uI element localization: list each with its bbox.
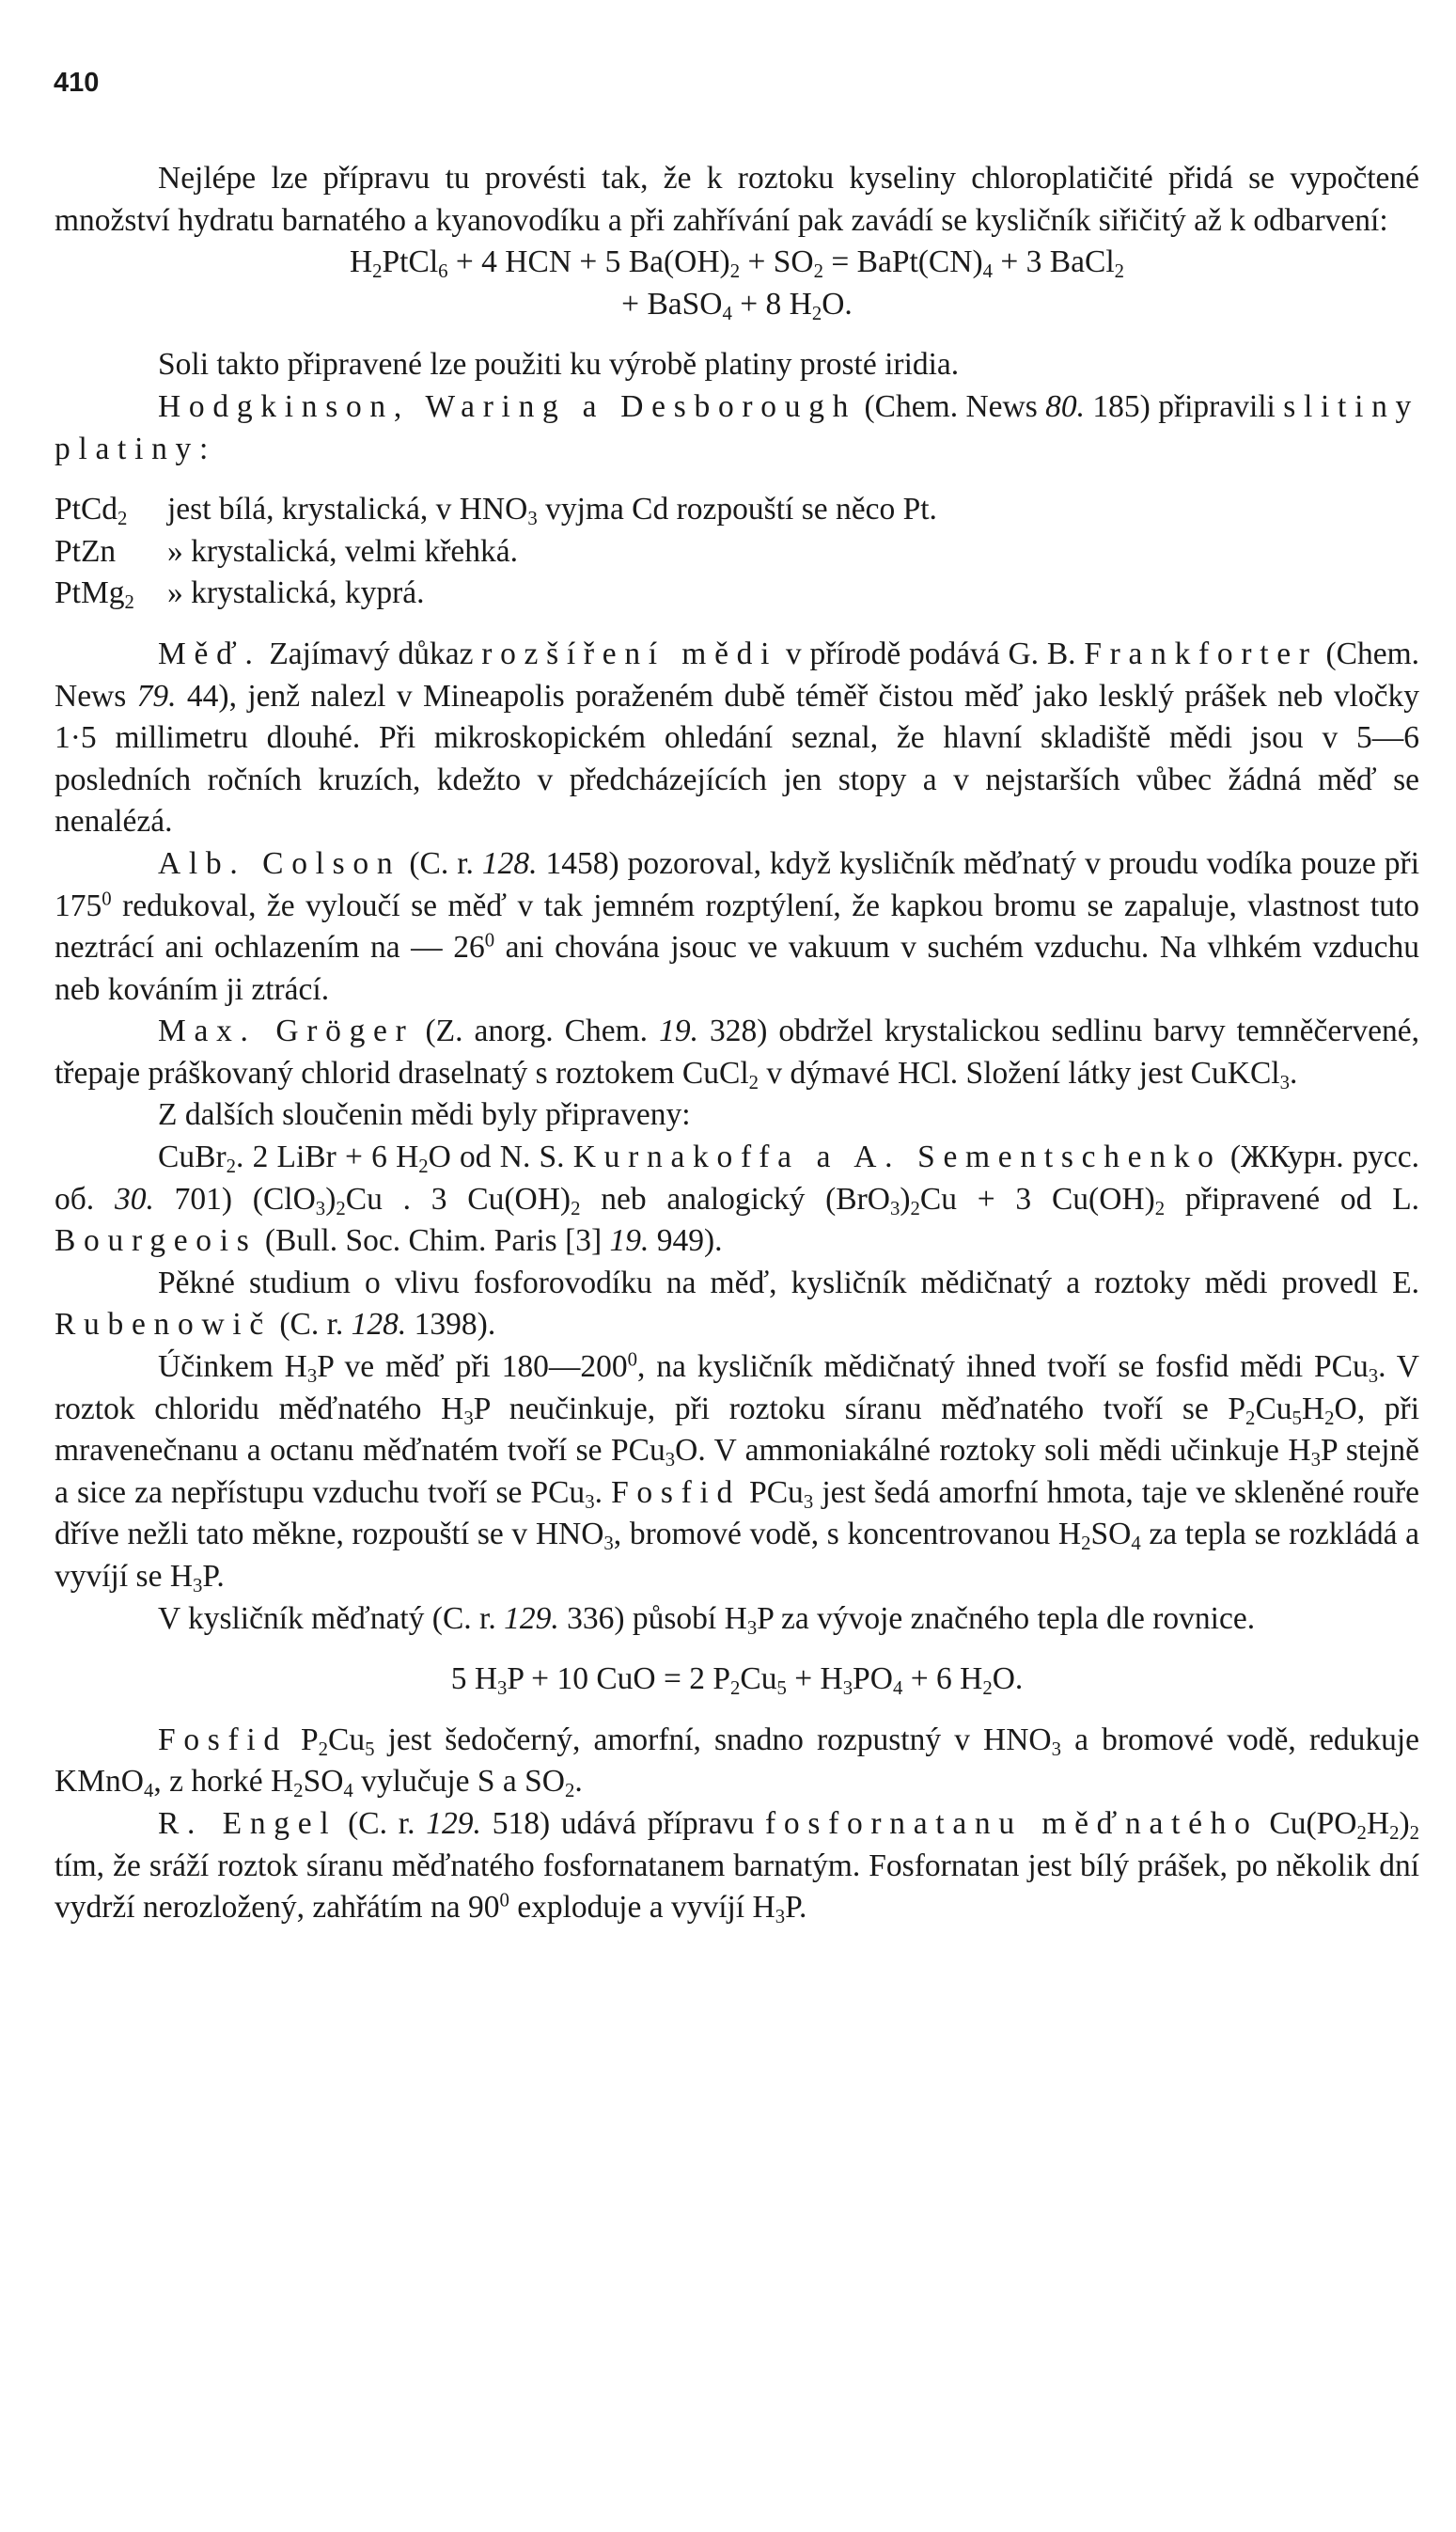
body-text — [55, 158, 1419, 1929]
paragraph: Měď. Zajímavý důkaz rozšíření mědi v přírodě podává G. B. Frankforter (Chem. News 79. 44), jenž nalezl v Mineapolis poraženém dubě téměř čistou měď jako lesklý prášek neb vločky 1·5 millimetru dlouhé. Při mikroskopickém ohledání seznal, že hlavní skladiště mědi jsou v 5—6 posledních ročních kruzích, kdežto v předcházejících jen stopy a v nejstarších vůbec žádná měď se nenalézá. — [55, 636, 1420, 840]
equation: $H_2PtCl_6 + 4$ HCN + 5 $Ba(OH)_2 + SO_2$ = $BaPt(CN)_4 + 3$ BaCl$_2$ + BaSO$_4$ + 8 $H_2O$. — [349, 244, 1125, 324]
alloy-description: jest bílá, krystalická, v $HNO_3$ vyjma Cd rozpouští se něco Pt. — [167, 492, 937, 529]
paragraph: CuBr$_2$. 2 LiBr + 6 $H_2O$ od N. S. Kurnakoffa a A. Sementschenko (ЖКурн. русс. об. 30. 701) $(ClO_3)_2Cu$ . 3 $Cu(OH)_2$ neb analogický $(BrO_3)_2Cu + 3$ $Cu(OH)_2$ připravené od L. Bourgeois (Bull. Soc. Chim. Paris [3] 19. 949). — [55, 1140, 1420, 1259]
equation: 5 $H_3P + 10$ CuO = 2 $P_2Cu_5 + H_3PO_4 + 6$ $H_2O$. — [450, 1661, 1024, 1699]
alloy-formula: PtZn — [55, 533, 117, 569]
paragraph: Soli takto připravené lze použiti ku výrobě platiny prosté iridia. — [158, 347, 960, 383]
paragraph: R. Engel (C. r. 129. 518) udává přípravu fosfornatanu měďnatého $Cu(PO_2H_2)_2$ tím, že sráží roztok síranu měďnatého fosfornatanem barnatým. Fosfornatan jest bílý prášek, po několik dní vydrží nerozložený, zahřátím na $90^0$ exploduje a vyvíjí $H_3P$. — [55, 1805, 1419, 1927]
alloy-formula: PtMg$_2$ — [55, 575, 134, 614]
page-number: 410 — [54, 68, 100, 98]
alloy-list — [55, 489, 1419, 615]
paragraph: Nejlépe lze přípravu tu provésti tak, že k roztoku kyseliny chloroplatičité přidá se vypočtené množství hydratu barnatého a kyanovodíku a při zahřívání pak zavádí se kysličník siřičitý až k odbarvení: — [55, 161, 1419, 238]
alloy-description: » krystalická, velmi křehká. — [167, 533, 519, 569]
paragraph: Hodgkinson, Waring a Desborough (Chem. News 80. 185) připravili slitiny platiny: — [55, 388, 1420, 466]
paragraph: Pěkné studium o vlivu fosforovodíku na měď, kysličník mědičnatý a roztoky mědi provedl E. Rubenowič (C. r. 128. 1398). — [55, 1265, 1419, 1343]
alloy-formula: PtCd$_2$ — [55, 492, 128, 529]
paragraph: Alb. Colson (C. r. 128. 1458) pozoroval, když kysličník měďnatý v proudu vodíka pouze při $175^0$ redukoval, že vyloučí se měď v tak jemném rozptýlení, že kapkou bromu se zapaluje, vlastnost tuto neztrácí ani ochlazením na — $26^0$ ani chována jsouc ve vakuum v suchém vzduchu. Na vlhkém vzduchu neb kováním ji ztrácí. — [55, 845, 1420, 1007]
alloy-description: » krystalická, kyprá. — [167, 575, 425, 611]
paragraph: Účinkem $H_3P$ ve měď při $180—200^0$, na kysličník mědičnatý ihned tvoří se fosfid mědi PCu$_3$. V roztok chloridu měďnatého $H_3P$ neučinkuje, při roztoku síranu měďnatého tvoří se $P_2Cu_5H_2O$, při mravenečnanu a octanu měďnatém tvoří se PCu$_3$O. V ammoniakálné roztoky soli mědi učinkuje $H_3P$ stejně a sice za nepřístupu vzduchu tvoří se PCu$_3$. Fosfid PCu$_3$ jest šedá amorfní hmota, taje ve skleněné rouře dříve nežli tato měkne, rozpouští se v $HNO_3$, bromové vodě, s koncentrovanou $H_2SO_4$ za tepla se rozkládá a vyvíjí se $H_3P$. — [55, 1348, 1420, 1596]
paragraph: Z dalších sloučenin mědi byly připraveny: — [158, 1097, 691, 1133]
paragraph: Fosfid $P_2Cu_5$ jest šedočerný, amorfní, snadno rozpustný v $HNO_3$ a bromové vodě, redukuje KMnO$_4$, z horké $H_2SO_4$ vylučuje S a $SO_2$. — [55, 1722, 1420, 1802]
author-name: Hodgkinson, Waring a Desborough — [158, 388, 857, 424]
section-heading: Měď. — [158, 636, 261, 671]
paragraph: V kysličník měďnatý (C. r. 129. 336) působí $H_3P$ za vývoje značného tepla dle rovnice. — [158, 1600, 1256, 1639]
paragraph: Max. Gröger (Z. anorg. Chem. 19. 328) obdržel krystalickou sedlinu barvy temněčervené, třepaje práškovaný chlorid draselnatý s roztokem CuCl$_2$ v dýmavé HCl. Složení látky jest CuKCl$_3$. — [55, 1014, 1419, 1093]
